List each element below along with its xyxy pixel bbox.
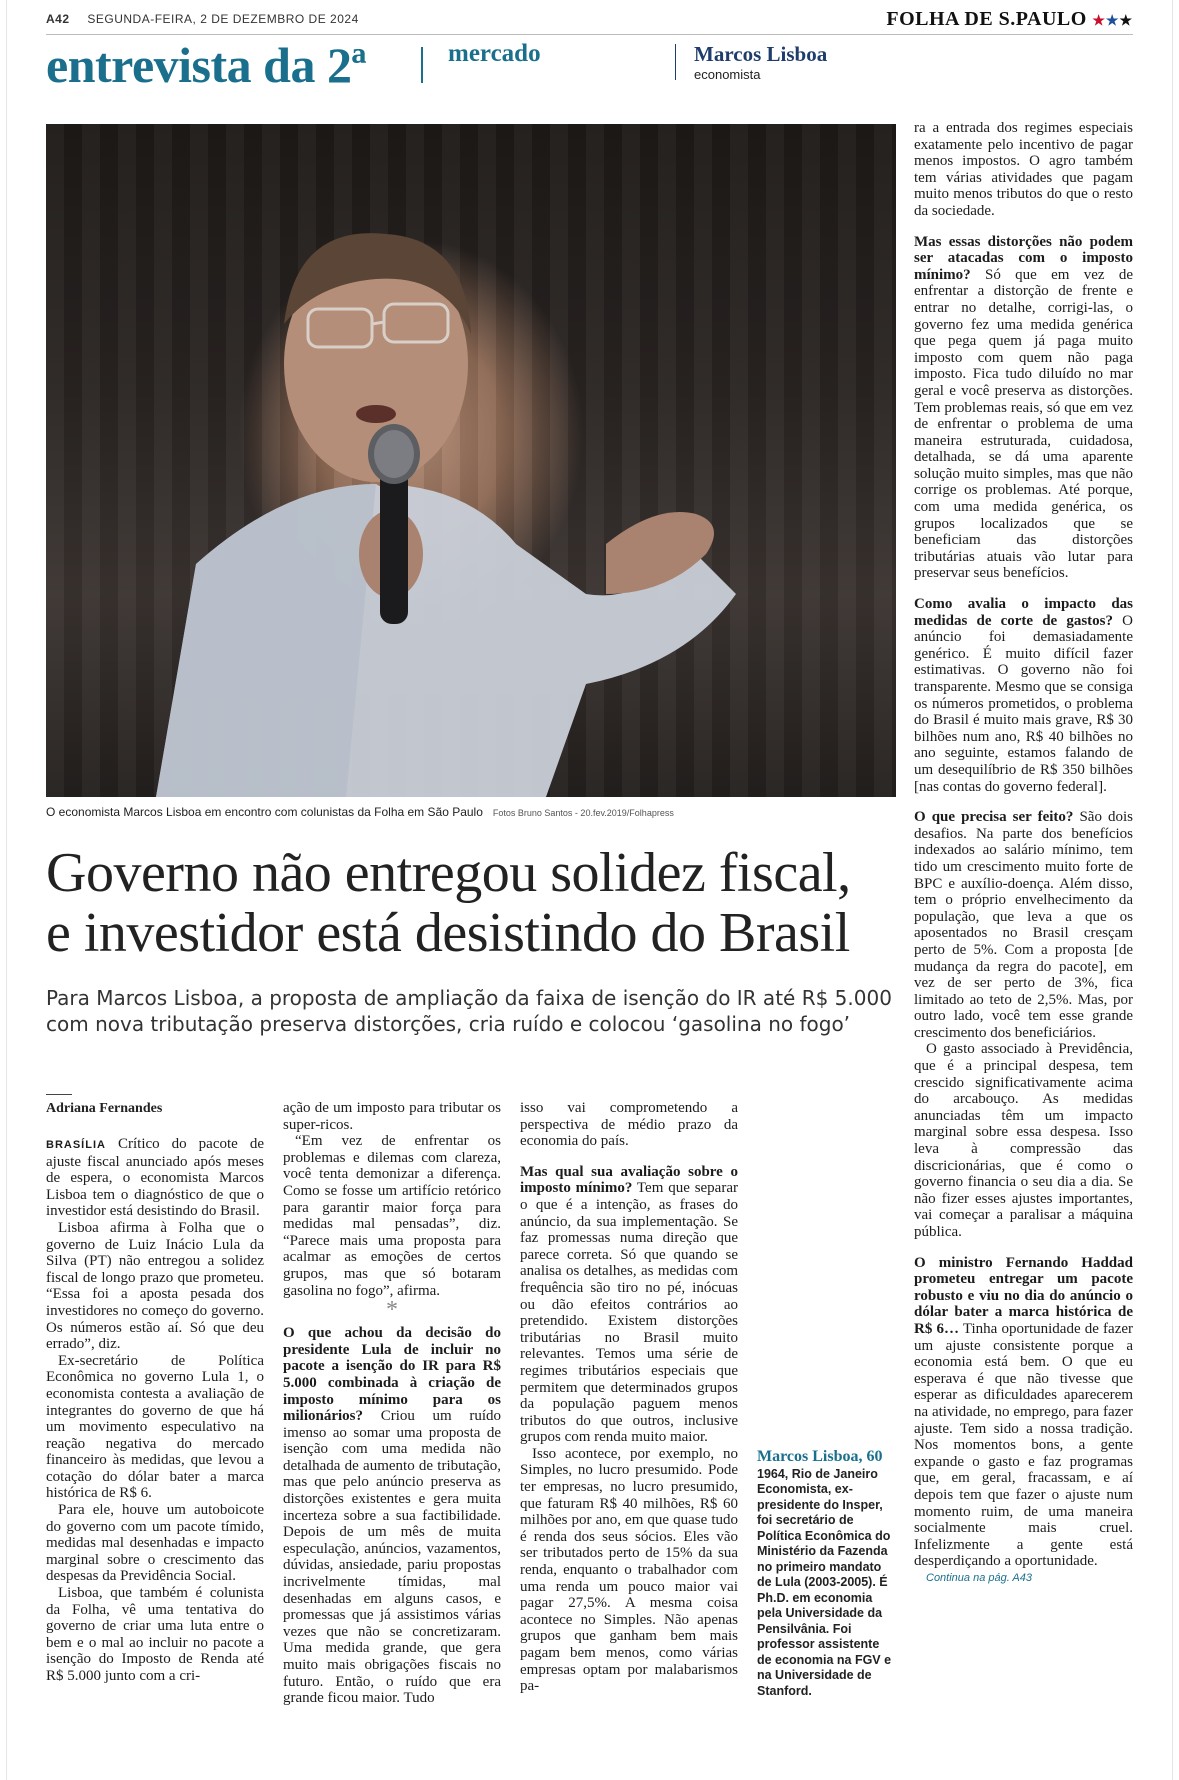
page-number: A42 — [46, 12, 70, 26]
question: O que achou da decisão do presidente Lula de incluir no pacote a isenção do IR para R$ 5.000 combinada à criação de imposto mínimo para os milionários? — [283, 1325, 501, 1425]
column-4 — [914, 120, 1133, 1586]
subsection-label: mercado — [448, 40, 541, 67]
answer: Tem que separar o que é a intenção, as frases do anúncio, da sua implementação. Se faz promessas numa direção que parece correta. Só que quando se analisa os detalhes, as medidas com frequência são tiro no pé, inócuas ou dão efeitos contrários ao pretendido. Existem distorções tributárias no Brasil muito relevantes. Temos uma série de regimes tributários especiais que permitem que determinados grupos da população paguem menos tributos do que outros, inclusive grupos com renda muito maior. — [520, 1180, 738, 1446]
person-divider — [675, 44, 676, 80]
column-3 — [520, 1100, 738, 1695]
header-divider — [421, 47, 423, 83]
question: O que precisa ser feito? — [914, 809, 1074, 826]
bio-text: 1964, Rio de Janeiro Economista, ex-presidente do Insper, foi secretário de Política Econômica do Ministério da Fazenda no primeiro mandato de Lula (2003-2005). É Ph.D. em economia pela Universidade da Pensilvânia. Foi professor assistente de economia na FGV e na Universidade de Stanford. — [757, 1466, 892, 1698]
issue-date: SEGUNDA-FEIRA, 2 DE DEZEMBRO DE 2024 — [87, 12, 359, 26]
logo-stars-icon: ★★★ — [1092, 14, 1133, 29]
paragraph: Para ele, houve um autoboicote do governo com um pacote tímido, medidas mal desenhadas e impacto marginal sobre o crescimento das despesas da Previdência Social. — [46, 1502, 264, 1585]
top-bar — [46, 8, 1133, 34]
qa-block — [914, 596, 1133, 795]
answer: Só que em vez de enfrentar a distorção de frente e entrar no detalhe, corrigi-las, o governo fez uma medida genérica que pega quem já paga muito imposto com quem não paga imposto. Fica tudo diluído no mar geral e você preserva as distorções. Tem problemas reais, só que em vez de enfrentar o problema de uma maneira estruturada, cuidadosa, detalhada, se dá uma aparente solução muito simples, mas que não corrige os problemas. Até porque, com uma medida genérica, os grupos localizados que se beneficiam das distorções tributárias atuais vão lutar para preservar seus benefícios. — [914, 266, 1133, 582]
headline-line-1: Governo não entregou solidez fiscal, — [46, 842, 851, 904]
paragraph: “Em vez de enfrentar os problemas e dilemas com clareza, você tenta demonizar a diferença. Como se fosse um artifício retórico para garantir maior força para medidas mal pensadas”, diz. “Parece mais uma proposta para acalmar as emoções de certos grupos, mas que só botaram gasolina no fogo”, afirma. — [283, 1133, 501, 1299]
paragraph: O gasto associado à Previdência, que é a principal despesa, tem crescido significativamente acima do arcabouço. As medidas anunciadas têm um impacto marginal sobre essa despesa. Isso leva à compressão das discricionárias, que é como o governo financia o seu dia a dia. Se não fizer esses ajustes importantes, vai começar a paralisar a máquina pública. — [914, 1041, 1133, 1240]
column-1 — [46, 1136, 264, 1685]
lead-text: Crítico do pacote de ajuste fiscal anunciado após meses de espera, o economista Marcos Lisboa tem o diagnóstico de que o investidor está desistindo do Brasil. — [46, 1136, 265, 1220]
section-separator-icon: * — [386, 1297, 398, 1324]
continued-link[interactable]: Continua na pág. A43 — [926, 1571, 1033, 1584]
question: Mas essas distorções não podem ser atacadas com o imposto mínimo? — [914, 233, 1133, 283]
logo-text: FOLHA DE S.PAULO — [886, 8, 1087, 30]
paragraph: Isso acontece, por exemplo, no Simples, no lucro presumido. Pode ter empresas, no lucro presumido, que faturam R$ 40 milhões, R$ 60 milhões por ano, em que quase tudo é renda dos seus sócios. Eles vão ser tributados perto de 15% da sua renda, enquanto o trabalhador com uma renda um pouco maior vai pagar 27,5%. A mesma coisa acontece no Simples. Não apenas grupos que ganham bem mais pagam bem menos, como várias empresas optam por malabarismos pa- — [520, 1445, 738, 1695]
question: Mas qual sua avaliação sobre o imposto mínimo? — [520, 1163, 738, 1197]
newspaper-logo — [886, 8, 1133, 31]
paragraph: ação de um imposto para tributar os super-ricos. — [283, 1100, 501, 1133]
answer: O anúncio foi demasiadamente genérico. É muito difícil fazer estimativas. O governo não foi transparente. Mesmo que se consiga os números prometidos, o problema do Brasil é muito mais grave, R$ 30 bilhões num ano, R$ 40 bilhões no ano seguinte, estamos falando de um desequilíbrio de R$ 350 bilhões [nas contas do governo federal]. — [914, 612, 1134, 795]
answer: São dois desafios. Na parte dos benefícios indexados ao salário mínimo, tem tido um crescimento muito forte de BPC e auxílio-doença. Além disso, tem o próprio envelhecimento da população, que leva a que os aposentados no Brasil cresçam perto de 5%. Com a proposta [de mudança da regra do pacote], em vez de ser perto de 3%, fica limitado ao teto de 2,5%. Mas, por outro lado, você tem esse grande crescimento dos beneficiários. — [914, 809, 1133, 1041]
page-edge-right — [1172, 0, 1173, 1780]
paragraph: Lisboa, que também é colunista da Folha, vê uma tentativa do governo de criar uma luta entre o bem e o mal ao incluir no pacote a isenção do Imposto de Renda até R$ 5.000 junto com a cri- — [46, 1585, 264, 1684]
answer: Tinha oportunidade de fazer um ajuste consistente porque a economia está bem. O que eu esperava é que não tivesse que esperar as dificuldades aparecerem na atividade, no emprego, para fazer ajuste. Tem sido a nossa tradição. Nos momentos bons, a gente expande o gasto e faz programas que, em geral, fracassam, e aí depois tem que fazer o ajuste num momento ruim, de uma maneira socialmente mais cruel. Infelizmente a gente está desperdiçando a oportunidade. — [914, 1320, 1133, 1570]
paragraph: isso vai comprometendo a perspectiva de médio prazo da economia do país. — [520, 1100, 738, 1150]
deck-line-2: com nova tributação preserva distorções, cria ruído e colocou ‘gasolina no fogo’ — [46, 1012, 851, 1036]
caption-text: O economista Marcos Lisboa em encontro com colunistas da Folha em São Paulo — [46, 805, 483, 819]
page-edge-left — [6, 0, 7, 1780]
deck — [46, 985, 896, 1037]
question: O ministro Fernando Haddad prometeu entregar um pacote robusto e viu no dia do anúncio o dólar bater a marca histórica de R$ 6… — [914, 1254, 1133, 1337]
photo-illustration — [46, 124, 896, 797]
deck-line-1: Para Marcos Lisboa, a proposta de ampliação da faixa de isenção do IR até R$ 5.000 — [46, 986, 892, 1010]
answer: Criou um ruído imenso ao somar uma proposta de isenção com uma medida não detalhada de aumento de tributação, mas que pelo anúncio preserva as distorções existentes e gera muita incerteza sobre a sua factibilidade. Depois de um mês de muita especulação, anúncios, vazamentos, dúvidas, ansiedade, pariu propostas incrivelmente tímidas, mal desenhadas em alguns casos, e promessas que já assistimos várias vezes que não se concretizaram. Uma medida grande, que gera muito mais obrigações fiscais no futuro. Então, o ruído que era grande ficou maior. Tudo — [283, 1408, 502, 1707]
interviewee-name: Marcos Lisboa — [694, 42, 828, 66]
byline: Adriana Fernandes — [46, 1101, 163, 1116]
lead-paragraph — [46, 1136, 264, 1220]
qa-block — [914, 234, 1133, 582]
paragraph: Ex-secretário de Política Econômica no governo Lula 1, o economista contesta a avaliação de integrantes do governo de que há um movimento especulativo na reação negativa do mercado financeiro às medidas, que levou a cotação do dólar bater a marca histórica de R$ 6. — [46, 1352, 264, 1502]
bio-box — [757, 1449, 897, 1699]
paragraph: Lisboa afirma à Folha que o governo de Luiz Inácio Lula da Silva (PT) não entregou a solidez fiscal de longo prazo que prometeu. “Essa foi a aposta pesada dos investidores no começo do governo. Os números estão aí. Só que deu errado”, diz. — [46, 1219, 264, 1353]
byline-rule — [46, 1094, 72, 1095]
photo-caption — [46, 805, 674, 819]
headline-line-2: e investidor está desistindo do Brasil — [46, 902, 850, 964]
qa-block — [520, 1164, 738, 1446]
paragraph: ra a entrada dos regimes especiais exatamente pelo incentivo de pagar menos impostos. O agro também tem várias atividades que pagam muito menos tributos do que o resto da sociedade. — [914, 120, 1133, 219]
photo-credit: Fotos Bruno Santos - 20.fev.2019/Folhapress — [492, 808, 674, 818]
question: Como avalia o impacto das medidas de corte de gastos? — [914, 596, 1133, 629]
qa-block — [283, 1325, 501, 1707]
section-title: entrevista da 2ª — [46, 37, 366, 93]
article-photo — [46, 124, 896, 797]
qa-block — [914, 809, 1133, 1041]
dateline: BRASÍLIA — [46, 1139, 106, 1151]
interviewee-role: economista — [694, 67, 761, 82]
qa-block — [914, 1255, 1133, 1570]
column-2 — [283, 1100, 501, 1707]
headline — [46, 843, 896, 963]
bio-name: Marcos Lisboa, 60 — [757, 1448, 883, 1465]
